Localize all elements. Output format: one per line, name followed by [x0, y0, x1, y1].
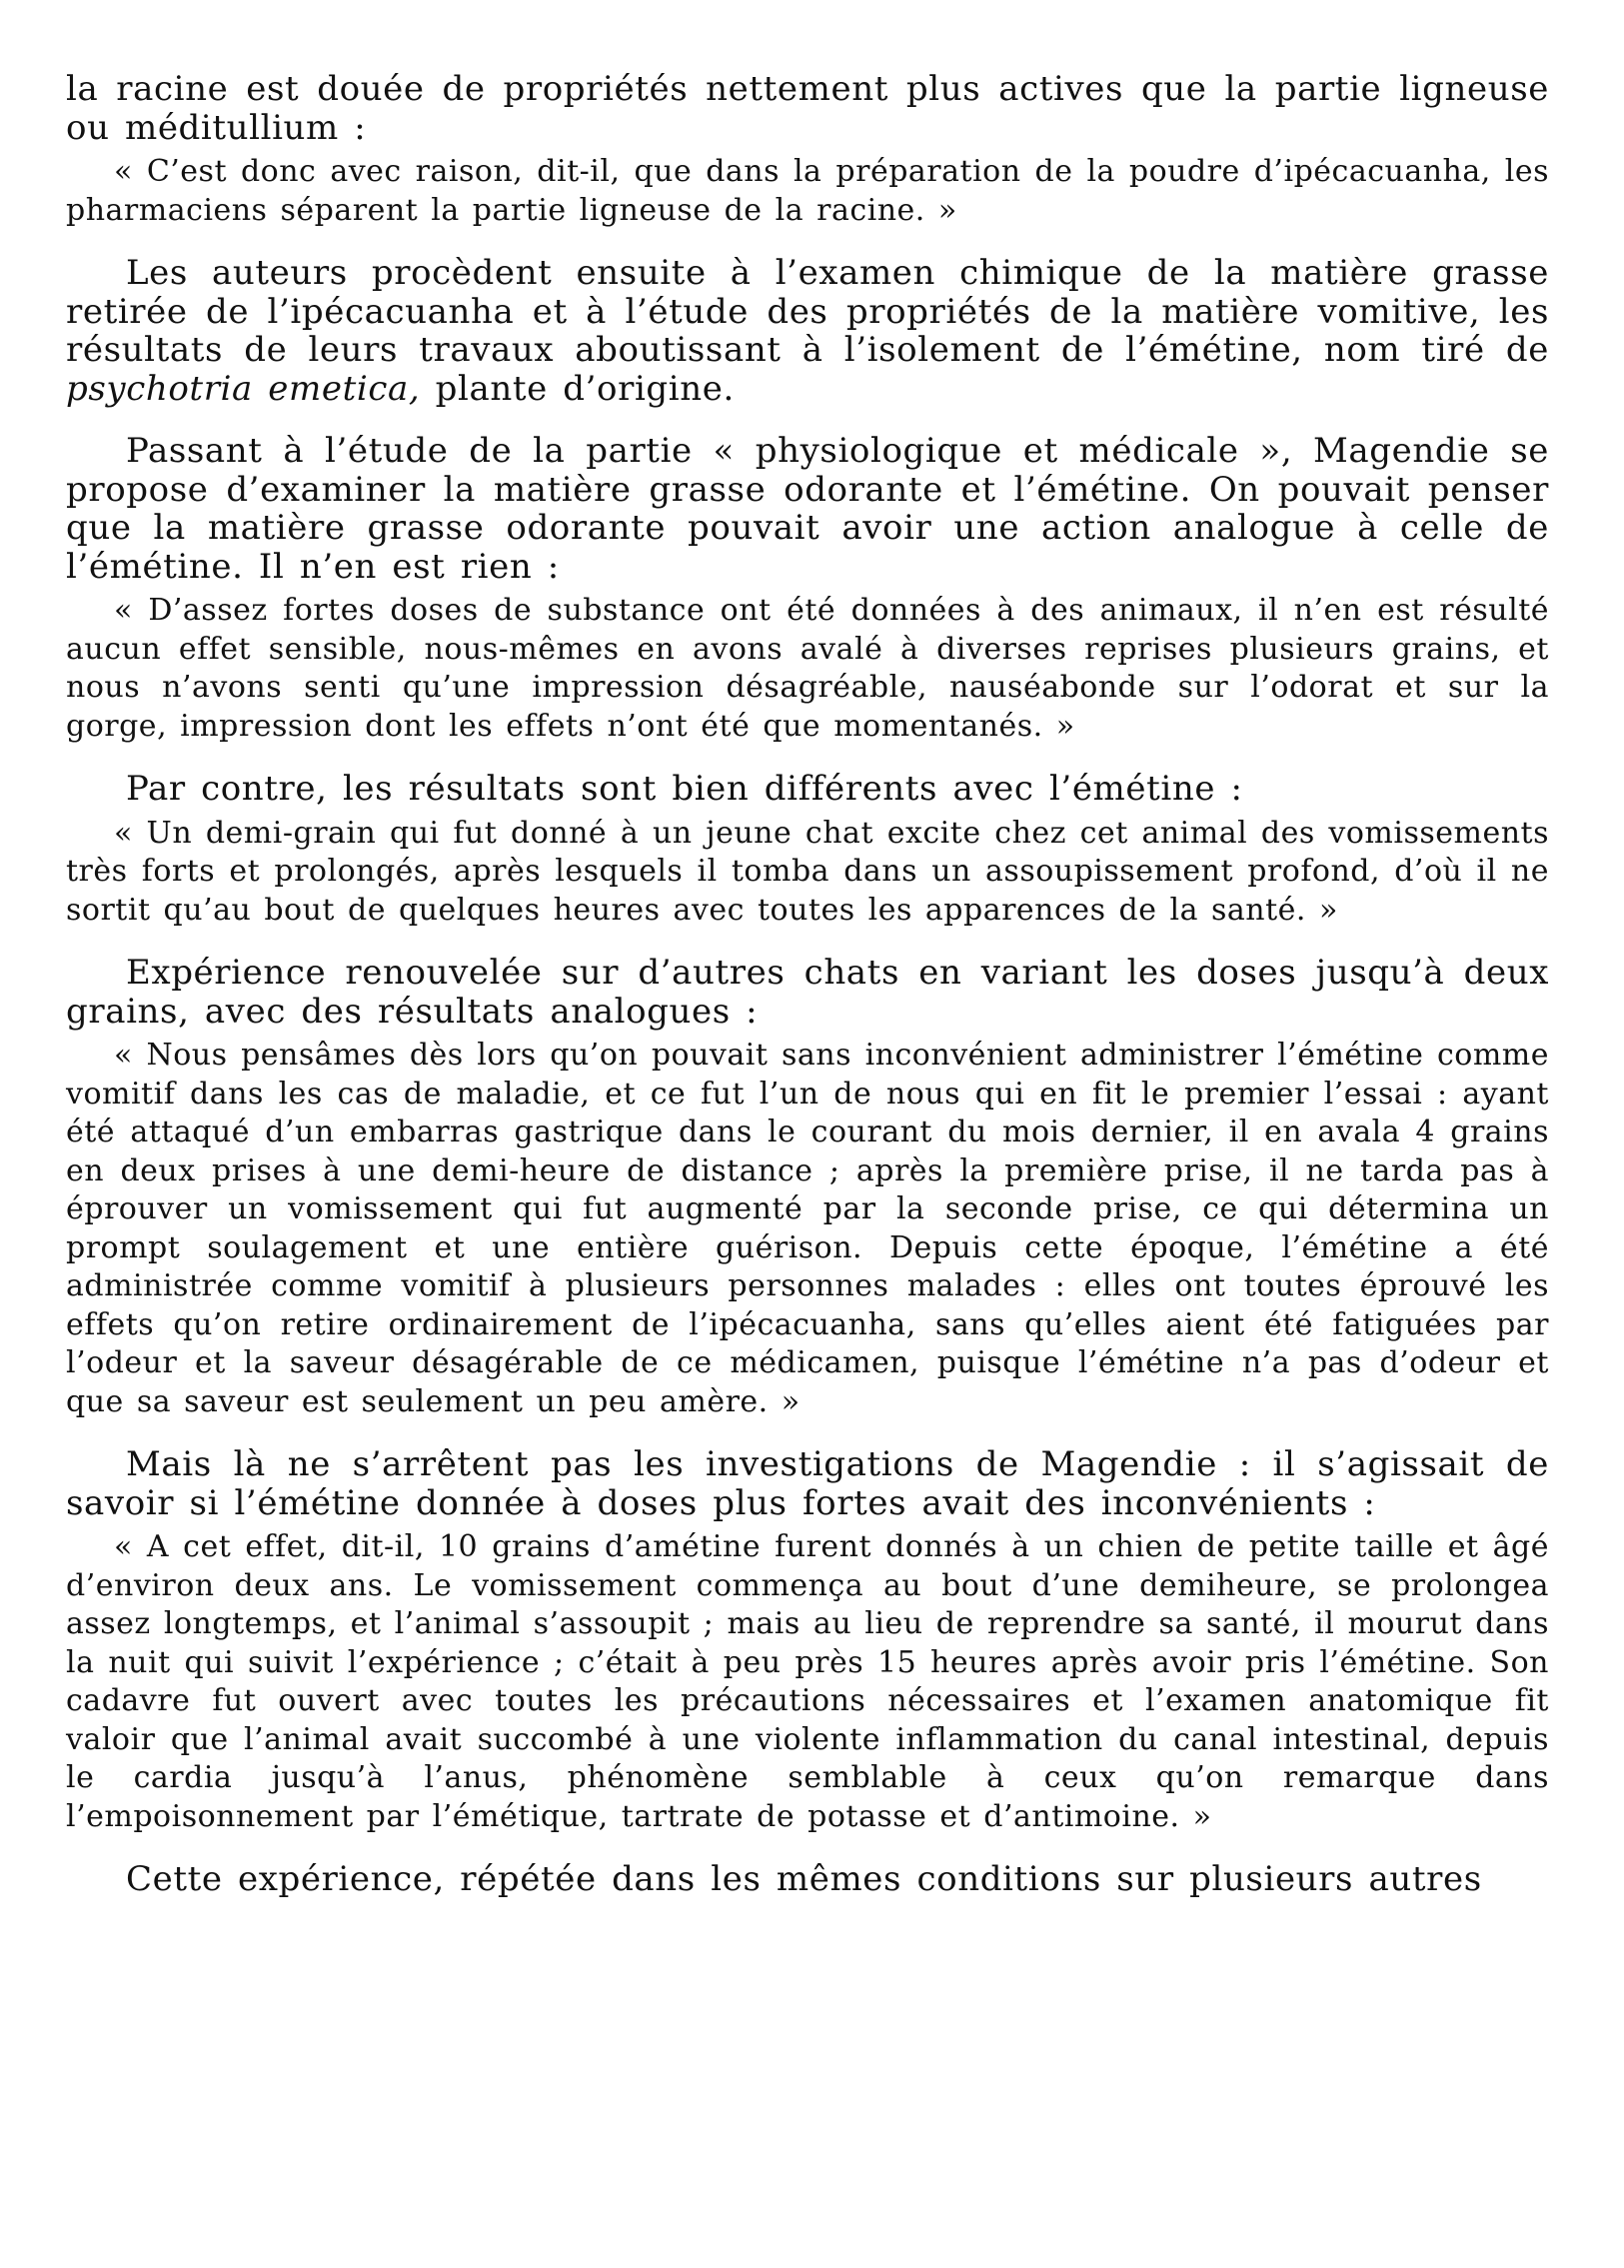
quotation-chien: « A cet effet, dit-il, 10 grains d’amétine furent donnés à un chien de petite taille et âgé d’environ deux ans. Le vomissement commença au bout d’une demiheure, se prolongea assez longtemps, et l’animal s’assoupit ; mais au lieu de reprendre sa santé, il mourut dans la nuit qui suivit l’expérience ; c’était à peu près 15 heures après avoir pris l’émétine. Son cadavre fut ouvert avec toutes les précautions nécessaires et l’examen anatomique fit valoir que l’animal avait succombé à une violente inflammation du canal intestinal, depuis le cardia jusqu’à l’anus, phénomène semblable à ceux qu’on remarque dans l’empoisonnement par l’émétique, tartrate de potasse et d’antimoine. » [66, 1529, 1549, 1834]
document-page [66, 70, 1549, 1899]
quotation-fortes-doses: « D’assez fortes doses de substance ont été données à des animaux, il n’en est résulté aucun effet sensible, nous-mêmes en avons avalé à diverses reprises plusieurs grains, et nous n’avons senti qu’une impression désagréable, nauséabonde sur l’odorat et sur la gorge, impression dont les effets n’ont été que momentanés. » [66, 593, 1549, 744]
quotation-vomitif: « Nous pensâmes dès lors qu’on pouvait sans inconvénient administrer l’émétine comme vomitif dans les cas de maladie, et ce fut l’un de nous qui en fit le premier l’essai : ayant été attaqué d’un embarras gastrique dans le courant du mois dernier, il en avala 4 grains en deux prises à une demi-heure de distance ; après la première prise, il ne tarda pas à éprouver un vomissement qui fut augmenté par la seconde prise, ce qui détermina un prompt soulagement et une entière guérison. Depuis cette époque, l’émétine a été administrée comme vomitif à plusieurs personnes malades : elles ont toutes éprouvé les effets qu’on retire ordinairement de l’ipécacuanha, sans qu’elles aient été fatiguées par l’odeur et la saveur désagérable de ce médicamen, puisque l’émétine n’a pas d’odeur et que sa saveur est seulement un peu amère. » [66, 1038, 1549, 1419]
paragraph-text: Les auteurs procèdent ensuite à l’examen chimique de la matière grasse retirée de l’ipécacuanha et à l’étude des propriétés de la matière vomitive, les résultats de leurs travaux aboutissant à l’isolement de l’émétine, nom tiré de [66, 253, 1549, 370]
paragraph-investigations: Mais là ne s’arrêtent pas les investigations de Magendie : il s’agissait de savoir si l’émétine donnée à doses plus fortes avait des inconvénients : [66, 1444, 1549, 1523]
paragraph-examen-chimique [66, 254, 1549, 408]
paragraph-text: plante d’origine. [420, 368, 735, 409]
italic-species-name: psychotria emetica, [66, 368, 421, 409]
paragraph-experience-renouvelee: Expérience renouvelée sur d’autres chats en variant les doses jusqu’à deux grains, avec des résultats analogues : [66, 953, 1549, 1032]
paragraph-continuation: la racine est douée de propriétés nettement plus actives que la partie ligneuse ou méditullium : [66, 69, 1549, 148]
paragraph-par-contre: Par contre, les résultats sont bien différents avec l’émétine : [126, 769, 1243, 809]
paragraph-physiologique: Passant à l’étude de la partie « physiologique et médicale », Magendie se propose d’examiner la matière grasse odorante et l’émétine. On pouvait penser que la matière grasse odorante pouvait avoir une action analogue à celle de l’émétine. Il n’en est rien : [66, 431, 1549, 587]
quotation-pharmaciens: « C’est donc avec raison, dit-il, que dans la préparation de la poudre d’ipécacuanha, les pharmaciens séparent la partie ligneuse de la racine. » [66, 154, 1549, 228]
quotation-demi-grain: « Un demi-grain qui fut donné à un jeune chat excite chez cet animal des vomissements très forts et prolongés, après lesquels il tomba dans un assoupissement profond, d’où il ne sortit qu’au bout de quelques heures avec toutes les apparences de la santé. » [66, 815, 1549, 928]
paragraph-cette-experience: Cette expérience, répétée dans les mêmes conditions sur plusieurs autres [126, 1859, 1482, 1899]
